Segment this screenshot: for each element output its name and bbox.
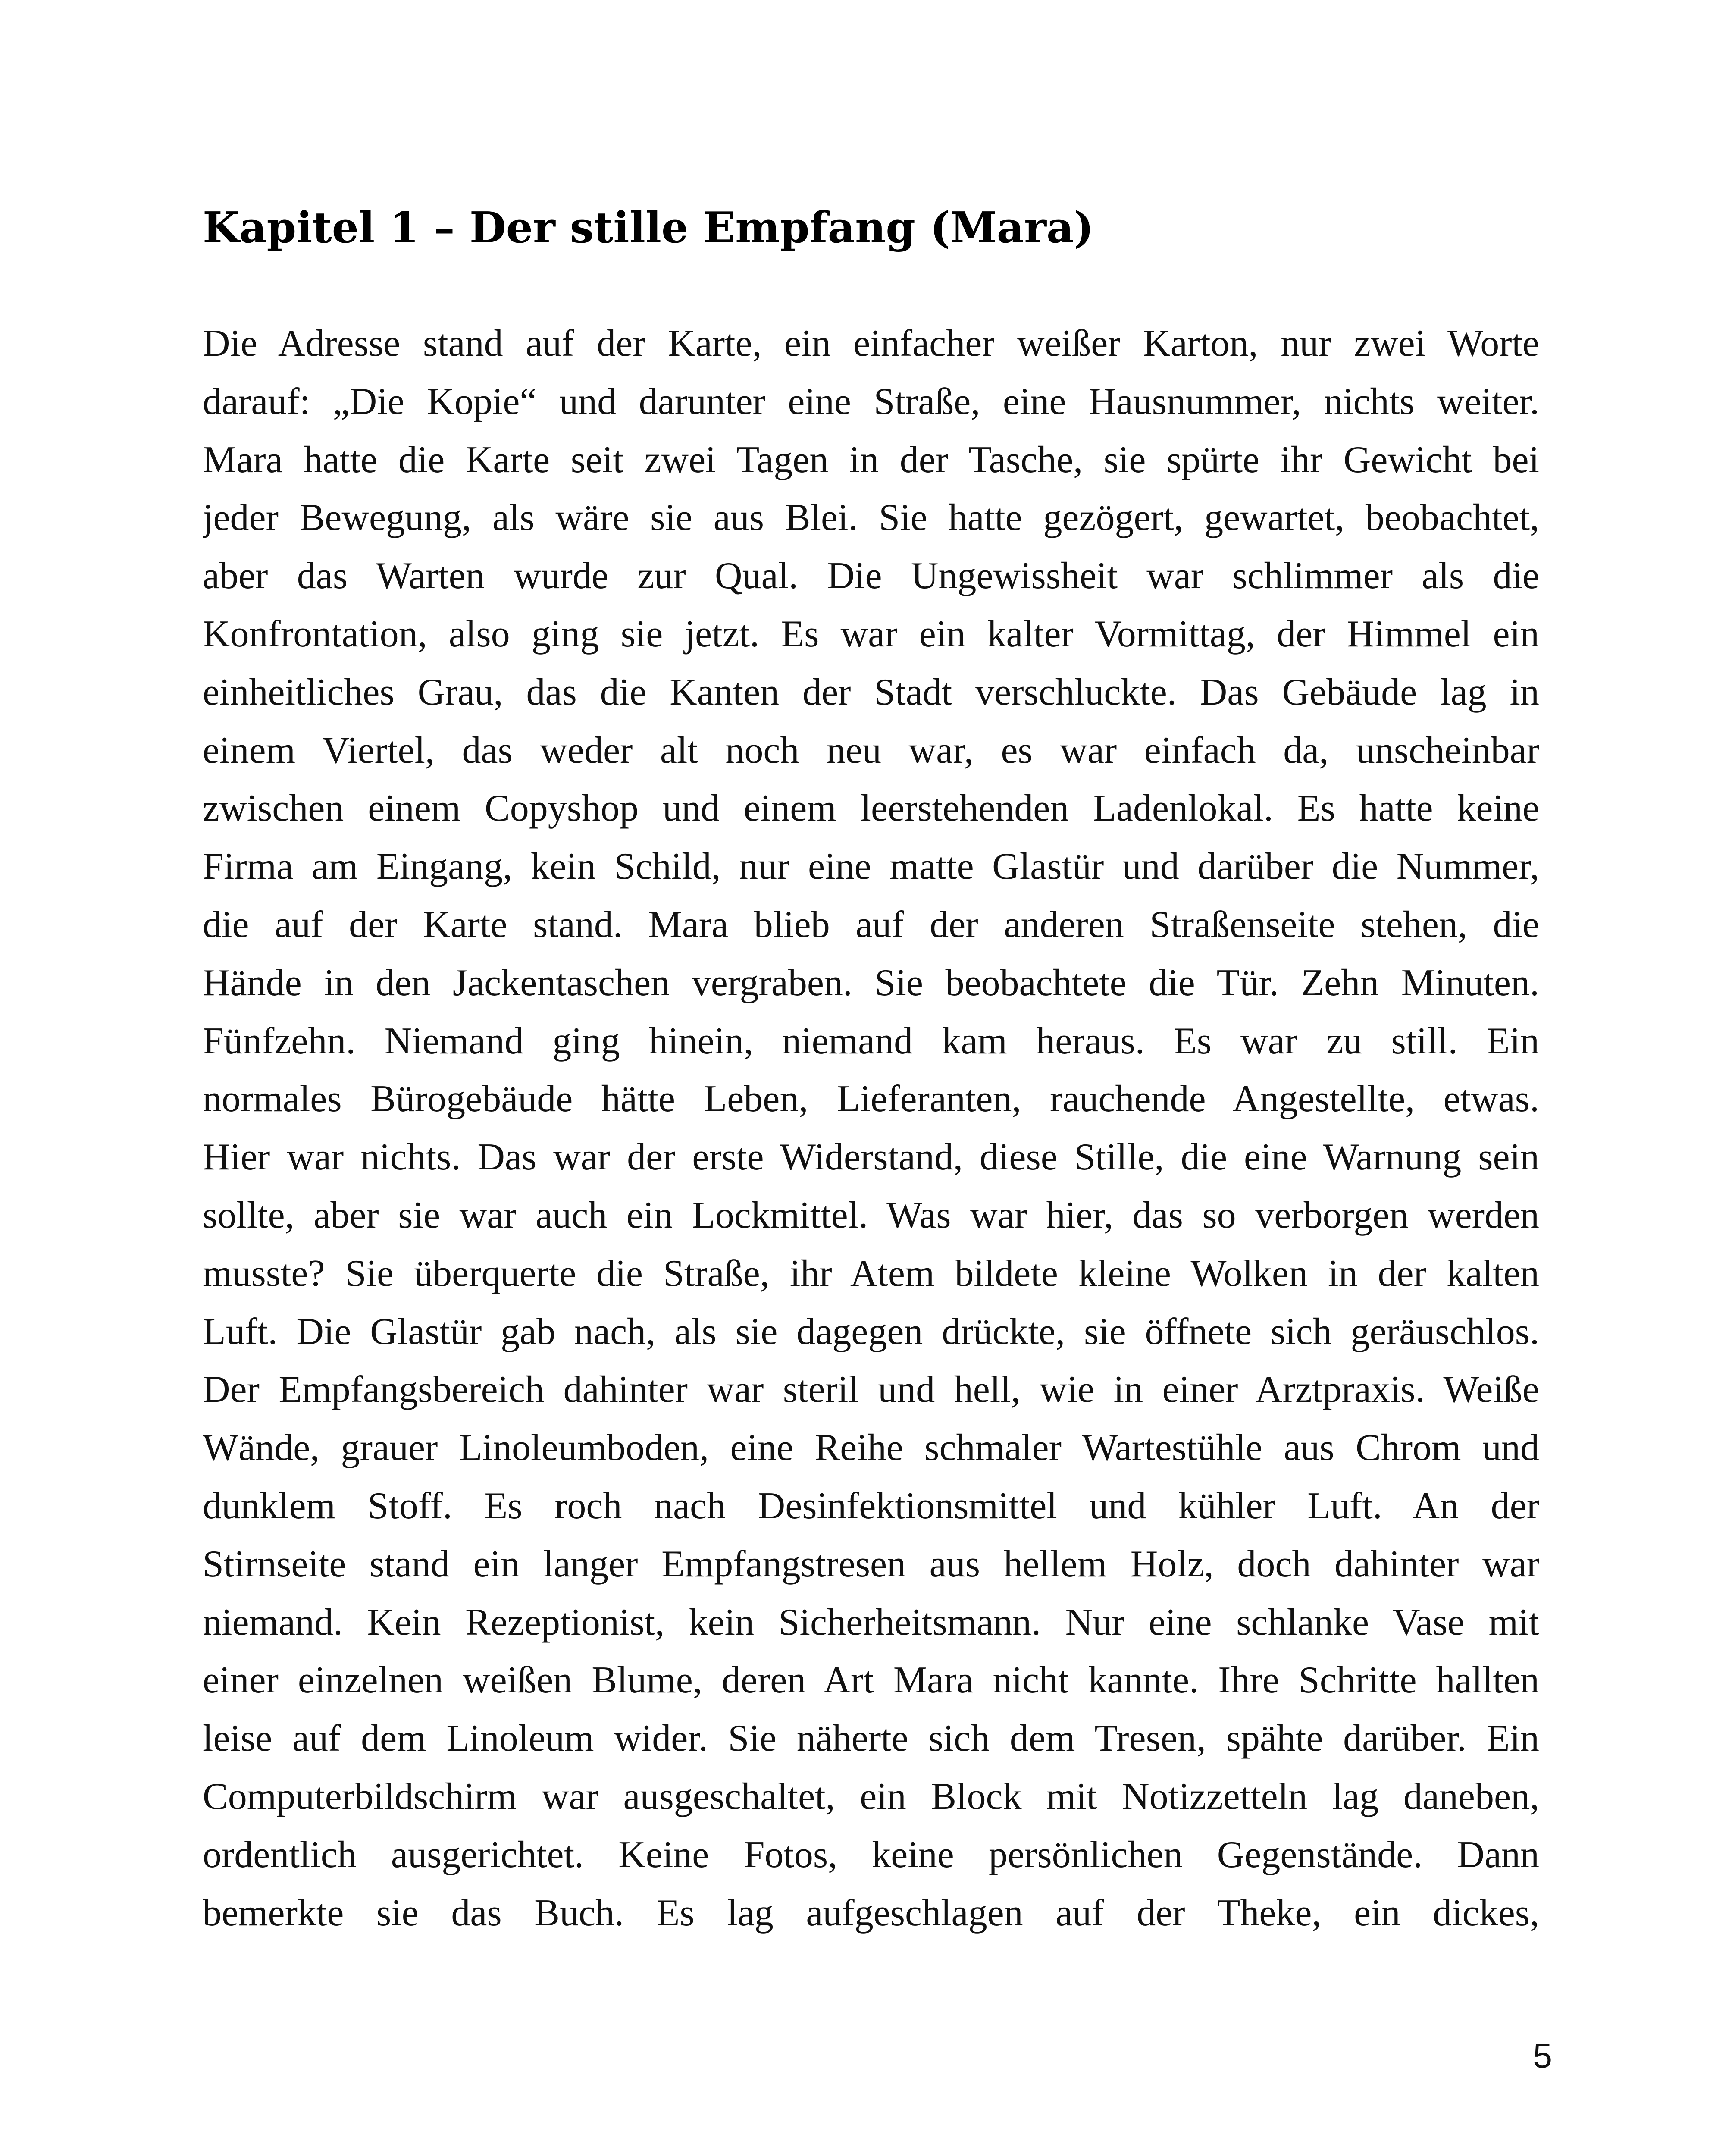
text-line: Fünfzehn. Niemand ging hinein, niemand kam heraus. Es war zu still. Ein — [203, 1020, 1539, 1062]
text-line: Wände, grauer Linoleumboden, eine Reihe schmaler Wartestühle aus Chrom und — [203, 1427, 1539, 1469]
text-line: zwischen einem Copyshop und einem leerstehenden Ladenlokal. Es hatte keine — [203, 787, 1539, 830]
text-line: bemerkte sie das Buch. Es lag aufgeschlagen auf der Theke, ein dickes, — [203, 1892, 1539, 1934]
text-line: Firma am Eingang, kein Schild, nur eine matte Glastür und darüber die Nummer, — [203, 846, 1539, 888]
text-line: einem Viertel, das weder alt noch neu war, es war einfach da, unscheinbar — [203, 729, 1539, 771]
text-line: die auf der Karte stand. Mara blieb auf der anderen Straßenseite stehen, die — [203, 903, 1539, 946]
text-line: aber das Warten wurde zur Qual. Die Ungewissheit war schlimmer als die — [203, 555, 1539, 597]
text-line: Stirnseite stand ein langer Empfangstresen aus hellem Holz, doch dahinter war — [203, 1543, 1539, 1585]
chapter-title: Kapitel 1 – Der stille Empfang (Mara) — [203, 203, 1094, 253]
text-line: darauf: „Die Kopie“ und darunter eine Straße, eine Hausnummer, nichts weiter. — [203, 380, 1539, 423]
text-line: normales Bürogebäude hätte Leben, Lieferanten, rauchende Angestellte, etwas. — [203, 1078, 1539, 1120]
text-line: Mara hatte die Karte seit zwei Tagen in der Tasche, sie spürte ihr Gewicht bei — [203, 439, 1539, 481]
page-number: 5 — [1533, 2037, 1552, 2075]
text-line: musste? Sie überquerte die Straße, ihr Atem bildete kleine Wolken in der kalten — [203, 1252, 1539, 1294]
text-line: Hände in den Jackentaschen vergraben. Sie beobachtete die Tür. Zehn Minuten. — [203, 962, 1539, 1004]
text-line: einer einzelnen weißen Blume, deren Art Mara nicht kannte. Ihre Schritte hallten — [203, 1659, 1539, 1702]
body-text — [203, 315, 1539, 1942]
text-line: Konfrontation, also ging sie jetzt. Es war ein kalter Vormittag, der Himmel ein — [203, 613, 1539, 655]
text-line: niemand. Kein Rezeptionist, kein Sicherheitsmann. Nur eine schlanke Vase mit — [203, 1601, 1539, 1643]
text-line: ordentlich ausgerichtet. Keine Fotos, keine persönlichen Gegenstände. Dann — [203, 1833, 1539, 1876]
text-line: jeder Bewegung, als wäre sie aus Blei. Sie hatte gezögert, gewartet, beobachtet, — [203, 497, 1539, 539]
text-line: Die Adresse stand auf der Karte, ein einfacher weißer Karton, nur zwei Worte — [203, 323, 1539, 364]
text-line: dunklem Stoff. Es roch nach Desinfektionsmittel und kühler Luft. An der — [203, 1485, 1539, 1527]
text-line: Hier war nichts. Das war der erste Widerstand, diese Stille, die eine Warnung sein — [203, 1136, 1539, 1178]
text-line: Computerbildschirm war ausgeschaltet, ein Block mit Notizzetteln lag daneben, — [203, 1775, 1539, 1818]
text-line: Der Empfangsbereich dahinter war steril und hell, wie in einer Arztpraxis. Weiße — [203, 1369, 1539, 1411]
text-line: einheitliches Grau, das die Kanten der Stadt verschluckte. Das Gebäude lag in — [203, 671, 1539, 713]
text-line: sollte, aber sie war auch ein Lockmittel. Was war hier, das so verborgen werden — [203, 1194, 1539, 1236]
text-line: leise auf dem Linoleum wider. Sie näherte sich dem Tresen, spähte darüber. Ein — [203, 1717, 1539, 1760]
text-line: Luft. Die Glastür gab nach, als sie dagegen drückte, sie öffnete sich geräuschlos. — [203, 1310, 1539, 1353]
